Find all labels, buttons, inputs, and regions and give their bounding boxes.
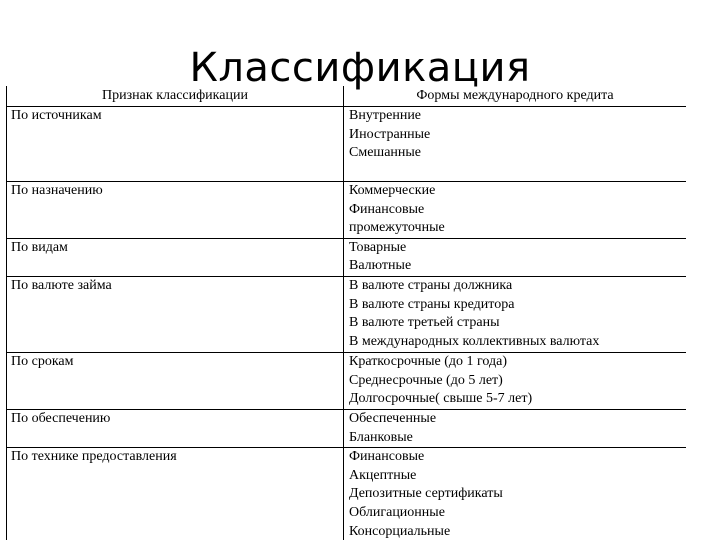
feature-label: По обеспечению bbox=[11, 410, 111, 426]
row-feature bbox=[7, 238, 344, 276]
row-feature bbox=[7, 107, 344, 182]
form-item: Коммерческие bbox=[349, 183, 436, 198]
form-item: Долгосрочные( свыше 5-7 лет) bbox=[349, 391, 533, 407]
classification-table-container bbox=[6, 86, 686, 540]
form-item: Финансовые bbox=[349, 449, 425, 465]
classification-table bbox=[6, 86, 686, 540]
table-row bbox=[7, 107, 687, 182]
form-item: промежуточные bbox=[349, 220, 445, 236]
row-forms bbox=[344, 107, 687, 182]
feature-label: По видам bbox=[11, 239, 68, 255]
row-feature bbox=[7, 448, 344, 540]
form-item: В международных коллективных валютах bbox=[349, 333, 600, 349]
row-feature bbox=[7, 182, 344, 239]
header-forms: Формы международного кредита bbox=[344, 86, 687, 107]
feature-label: По валюте займа bbox=[11, 277, 112, 293]
row-forms bbox=[344, 352, 687, 409]
feature-label: По технике предоставления bbox=[11, 449, 177, 465]
feature-label: По срокам bbox=[11, 353, 74, 369]
form-item: Бланковые bbox=[349, 429, 413, 445]
form-item: В валюте третьей страны bbox=[349, 315, 500, 331]
table-row bbox=[7, 352, 687, 409]
form-item: Иностранные bbox=[349, 126, 431, 142]
table-row bbox=[7, 276, 687, 352]
row-forms bbox=[344, 276, 687, 352]
form-item: Товарные bbox=[349, 239, 407, 255]
form-item: Среднесрочные (до 5 лет) bbox=[349, 372, 503, 388]
table-row bbox=[7, 238, 687, 276]
table-row bbox=[7, 409, 687, 447]
form-item: Акцептные bbox=[349, 467, 417, 483]
form-item: Консорциальные bbox=[349, 523, 451, 539]
form-item: Финансовые bbox=[349, 201, 425, 217]
feature-label: По назначению bbox=[11, 183, 103, 198]
row-feature bbox=[7, 352, 344, 409]
slide-title: Классификация bbox=[189, 45, 531, 91]
header-feature: Признак классификации bbox=[7, 86, 344, 107]
form-item: Смешанные bbox=[349, 145, 422, 161]
table-header-row bbox=[7, 86, 687, 107]
table-row bbox=[7, 182, 687, 239]
form-item: Депозитные сертификаты bbox=[349, 486, 503, 502]
row-feature bbox=[7, 409, 344, 447]
form-item: Внутренние bbox=[349, 108, 422, 123]
row-forms bbox=[344, 448, 687, 540]
row-feature bbox=[7, 276, 344, 352]
feature-label: По источникам bbox=[11, 108, 102, 123]
form-item: Облигационные bbox=[349, 504, 445, 520]
form-item: В валюте страны кредитора bbox=[349, 296, 515, 312]
table-row bbox=[7, 448, 687, 540]
form-item: Обеспеченные bbox=[349, 410, 437, 426]
form-item: Краткосрочные (до 1 года) bbox=[349, 353, 508, 369]
row-forms bbox=[344, 238, 687, 276]
row-forms bbox=[344, 409, 687, 447]
row-forms bbox=[344, 182, 687, 239]
form-item: Валютные bbox=[349, 258, 412, 274]
form-item: В валюте страны должника bbox=[349, 277, 513, 293]
